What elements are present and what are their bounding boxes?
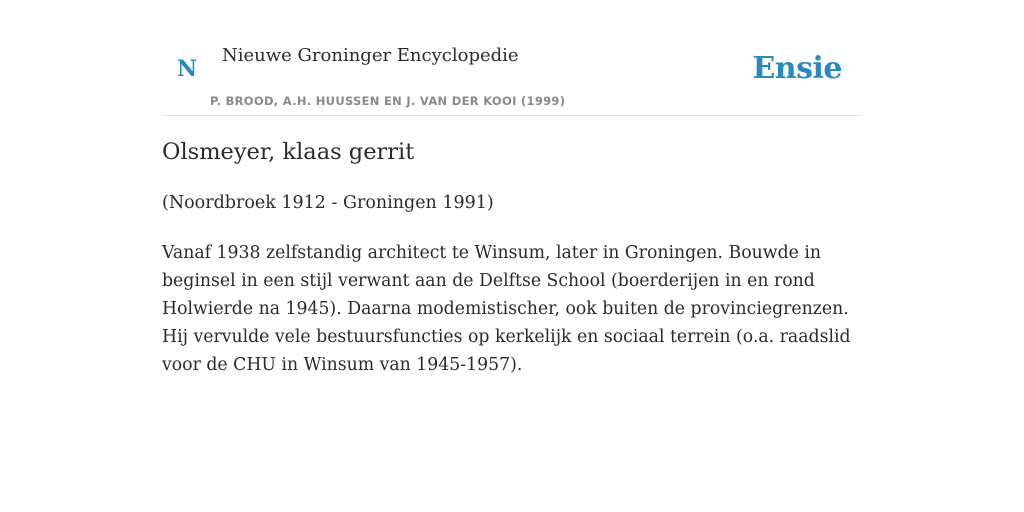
book-header (162, 0, 862, 116)
page (162, 0, 862, 375)
entry-title: Olsmeyer, klaas gerrit (162, 139, 415, 165)
ensie-logo-link[interactable]: Ensie (752, 51, 842, 86)
entry-dates: (Noordbroek 1912 - Groningen 1991) (162, 193, 494, 213)
entry-body: Vanaf 1938 zelfstandig architect te Winsum, later in Groningen. Bouwde in beginsel in een stijl verwant aan de Delftse School (boerderijen in en rond Holwierde na 1945). Daarna modemistischer, ook buiten de provinciegrenzen. Hij vervulde vele bestuursfuncties op kerkelijk en sociaal terrein (o.a. raadslid voor de CHU in Winsum van 1945-1957). (162, 243, 851, 375)
book-logo-icon[interactable]: N (177, 56, 198, 82)
book-authors: P. BROOD, A.H. HUUSSEN EN J. VAN DER KOOI (1999) (210, 94, 566, 108)
book-title-link[interactable]: Nieuwe Groninger Encyclopedie (222, 45, 519, 66)
